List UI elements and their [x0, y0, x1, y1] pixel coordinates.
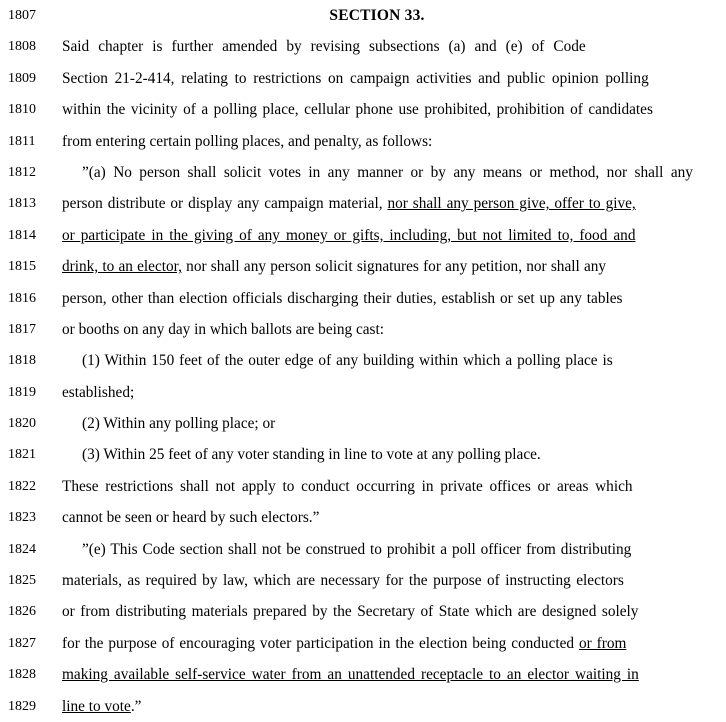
document-line: [0, 534, 726, 565]
document-line: [0, 157, 726, 188]
section-heading: [62, 0, 726, 31]
document-line: [0, 439, 726, 470]
line-number: 1829: [8, 698, 36, 714]
line-text: [62, 157, 726, 188]
line-number: 1809: [8, 70, 36, 86]
line-number: 1811: [8, 133, 36, 149]
line-text: [62, 471, 726, 502]
document-line: [0, 659, 726, 690]
line-text-plain: (3) Within 25 feet of any voter standing in line to vote at any polling place.: [82, 446, 541, 464]
line-text: [62, 659, 726, 690]
line-text: [62, 188, 726, 219]
line-number: 1824: [8, 541, 36, 557]
line-number: 1814: [8, 227, 36, 243]
section-heading-text: SECTION 33.: [329, 7, 425, 24]
document-line: [0, 691, 726, 722]
line-text-plain: within the vicinity of a polling place, cellular phone use prohibited, prohibition of candidates: [62, 101, 653, 119]
line-text: [62, 314, 726, 345]
line-number: 1812: [8, 164, 36, 180]
line-text: [62, 628, 726, 659]
line-text: [62, 691, 726, 722]
line-text-underlined: nor shall any person give, offer to give,: [387, 195, 636, 213]
line-text: [62, 439, 726, 470]
document-line: [0, 345, 726, 376]
line-text-plain: from entering certain polling places, and penalty, as follows:: [62, 132, 433, 150]
document-line: [0, 565, 726, 596]
document-line: [0, 471, 726, 502]
line-text: [62, 31, 726, 62]
line-text-plain: (1) Within 150 feet of the outer edge of any building within which a polling place is: [82, 352, 613, 370]
line-number: 1815: [8, 259, 36, 275]
line-text-underlined: line to vote: [62, 697, 131, 715]
line-text-plain: ”(a) No person shall solicit votes in any manner or by any means or method, nor shall any: [82, 163, 693, 181]
line-text-plain: person, other than election officials discharging their duties, establish or set up any tables: [62, 289, 623, 307]
line-text-plain: for the purpose of encouraging voter participation in the election being conducted: [62, 634, 579, 652]
line-number: 1818: [8, 353, 36, 369]
document-line: [0, 94, 726, 125]
document-line: [0, 251, 726, 282]
line-text: [62, 94, 726, 125]
line-text: [62, 534, 726, 565]
line-text: [62, 408, 726, 439]
line-text-plain: ”(e) This Code section shall not be construed to prohibit a poll officer from distributing: [82, 540, 632, 558]
line-number: 1822: [8, 478, 36, 494]
document-line: [0, 188, 726, 219]
line-number: 1819: [8, 384, 36, 400]
line-text: [62, 283, 726, 314]
line-text-plain: person distribute or display any campaign material,: [62, 195, 388, 213]
line-number: 1816: [8, 290, 36, 306]
line-text-underlined: or participate in the giving of any money or gifts, including, but not limited to, food and: [62, 226, 636, 244]
line-number: 1808: [8, 39, 36, 55]
document-line: [0, 377, 726, 408]
line-text: [62, 126, 726, 157]
line-text-plain: These restrictions shall not apply to conduct occurring in private offices or areas which: [62, 477, 633, 495]
document-line: [0, 502, 726, 533]
line-text: [62, 565, 726, 596]
line-number: 1825: [8, 573, 36, 589]
line-text-plain: or booths on any day in which ballots are being cast:: [62, 320, 385, 338]
line-text: [62, 220, 726, 251]
line-number: 1827: [8, 635, 36, 651]
line-text-plain: .”: [130, 697, 142, 715]
document-line: [0, 0, 726, 31]
line-text-plain: materials, as required by law, which are necessary for the purpose of instructing electors: [62, 572, 624, 590]
line-text-underlined: drink, to an elector,: [62, 258, 182, 276]
document-line: [0, 314, 726, 345]
line-text-plain: or from distributing materials prepared by the Secretary of State which are designed solely: [62, 603, 639, 621]
line-text: [62, 377, 726, 408]
line-number: 1813: [8, 196, 36, 212]
line-text: [62, 502, 726, 533]
document-line: [0, 628, 726, 659]
line-number: 1807: [8, 8, 36, 23]
line-number: 1821: [8, 447, 36, 463]
document-line: [0, 126, 726, 157]
line-number: 1817: [8, 321, 36, 337]
line-number: 1826: [8, 604, 36, 620]
line-text-plain: established;: [62, 383, 135, 401]
line-text-plain: Said chapter is further amended by revising subsections (a) and (e) of Code: [62, 38, 586, 56]
line-text-underlined: or from: [578, 634, 627, 652]
line-number: 1810: [8, 102, 36, 118]
document-line: [0, 31, 726, 62]
line-text-underlined: making available self-service water from an unattended receptacle to an elector waiting in: [62, 666, 639, 684]
document-line: [0, 220, 726, 251]
line-text: [62, 596, 726, 627]
line-text: [62, 63, 726, 94]
line-text-plain: nor shall any person solicit signatures for any petition, nor shall any: [181, 258, 607, 276]
line-text: [62, 345, 726, 376]
line-text-plain: cannot be seen or heard by such electors.”: [62, 509, 320, 527]
document-line: [0, 63, 726, 94]
line-number: 1823: [8, 510, 36, 526]
line-text: [62, 251, 726, 282]
document-line: [0, 408, 726, 439]
document-line: [0, 283, 726, 314]
line-number: 1820: [8, 416, 36, 432]
line-text-plain: Section 21-2-414, relating to restrictions on campaign activities and public opinion polling: [62, 69, 649, 87]
line-number: 1828: [8, 667, 36, 683]
document-line: [0, 596, 726, 627]
line-text-plain: (2) Within any polling place; or: [82, 415, 276, 433]
